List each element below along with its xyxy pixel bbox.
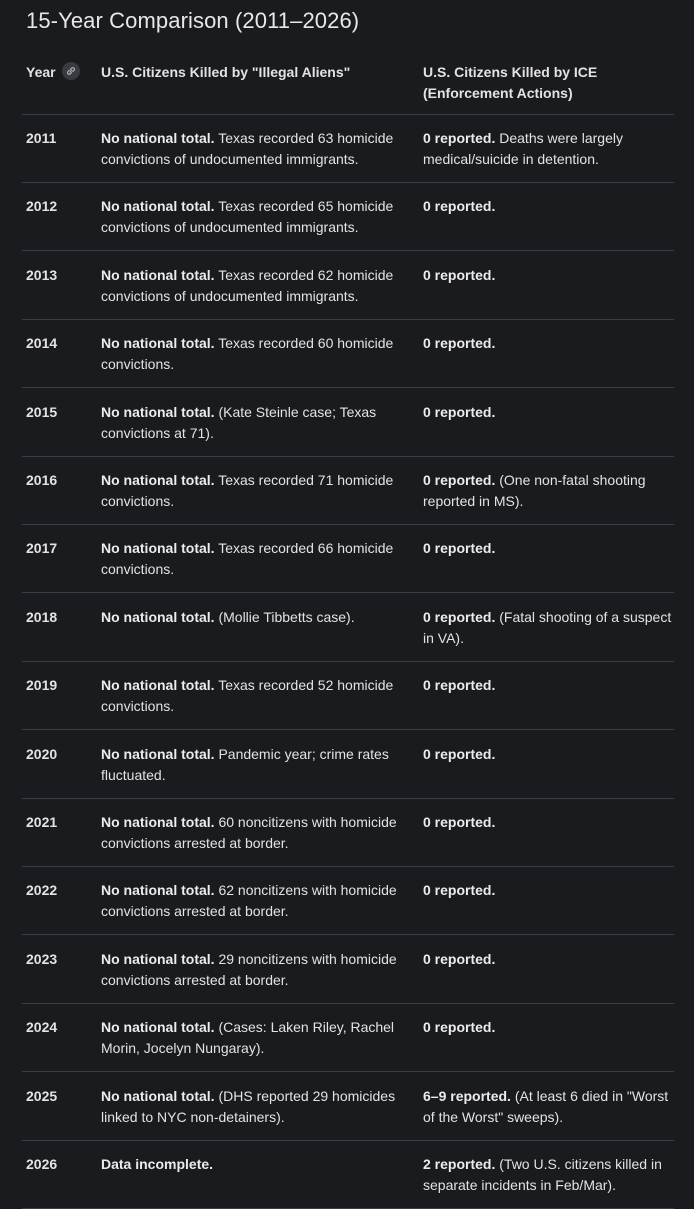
cell-text: Texas recorded 66 homicide convictions. [101, 540, 394, 578]
illegal-aliens-cell [101, 470, 413, 512]
cell-bold-text: 0 reported. [423, 745, 496, 762]
illegal-aliens-cell [101, 744, 413, 786]
cell-text: 60 noncitizens with homicide convictions arrested at border. [101, 814, 397, 851]
cell-bold-text: 0 reported. [423, 814, 496, 830]
cell-text: 62 noncitizens with homicide convictions arrested at border. [101, 882, 397, 920]
illegal-aliens-cell [101, 128, 413, 170]
table-row [0, 115, 694, 183]
year-cell: 2022 [26, 882, 58, 899]
year-cell: 2014 [26, 335, 58, 352]
illegal-aliens-cell [101, 949, 413, 991]
ice-cell [423, 880, 681, 901]
cell-bold-text: 0 reported. [423, 882, 496, 899]
cell-bold-text: No national total. [101, 540, 215, 557]
cell-bold-text: 0 reported. [423, 130, 496, 146]
cell-text: (Mollie Tibbetts case). [214, 608, 355, 625]
year-cell: 2026 [26, 1156, 58, 1172]
cell-text: Texas recorded 60 homicide convictions. [101, 335, 394, 373]
year-cell: 2016 [26, 472, 58, 488]
ice-cell [423, 1086, 681, 1128]
ice-cell [423, 812, 681, 833]
table-row [0, 252, 694, 320]
cell-text: (DHS reported 29 homicides linked to NYC non-detainers). [101, 1087, 396, 1125]
cell-text: 29 noncitizens with homicide convictions arrested at border. [101, 950, 397, 988]
cell-bold-text: Data incomplete. [101, 1156, 214, 1172]
illegal-aliens-cell [101, 1154, 413, 1175]
illegal-aliens-cell [101, 880, 413, 922]
cell-bold-text: No national total. [101, 335, 215, 352]
cell-bold-text: No national total. [101, 608, 215, 625]
header-year-cell [26, 62, 96, 83]
table-row [0, 936, 694, 1004]
table-row [0, 183, 694, 251]
cell-bold-text: 0 reported. [423, 950, 496, 967]
link-icon[interactable] [62, 62, 80, 80]
cell-bold-text: No national total. [101, 814, 215, 830]
cell-bold-text: 0 reported. [423, 1019, 496, 1036]
ice-cell [423, 1154, 681, 1196]
cell-text: Texas recorded 65 homicide convictions of undocumented immigrants. [101, 198, 394, 236]
ice-cell [423, 538, 681, 559]
year-cell: 2019 [26, 677, 58, 694]
cell-bold-text: No national total. [101, 1087, 215, 1104]
page-title: 15-Year Comparison (2011–2026) [26, 8, 360, 33]
year-cell: 2017 [26, 540, 58, 557]
cell-text: (Cases: Laken Riley, Rachel Morin, Jocelyn Nungaray). [101, 1019, 395, 1057]
table-row [0, 457, 694, 525]
ice-cell [423, 196, 681, 217]
ice-cell [423, 128, 681, 170]
year-cell: 2013 [26, 266, 58, 283]
table-row [0, 731, 694, 799]
cell-bold-text: 0 reported. [423, 677, 496, 694]
cell-bold-text: 0 reported. [423, 335, 496, 352]
cell-bold-text: No national total. [101, 950, 215, 967]
cell-text: (Two U.S. citizens killed in separate incidents in Feb/Mar). [423, 1156, 662, 1193]
year-cell: 2020 [26, 745, 58, 762]
table-row [0, 1073, 694, 1141]
year-cell: 2023 [26, 950, 58, 967]
cell-bold-text: No national total. [101, 403, 215, 420]
cell-text: Deaths were largely medical/suicide in detention. [423, 130, 623, 167]
year-cell: 2012 [26, 198, 58, 215]
illegal-aliens-cell [101, 265, 413, 307]
header-col-ice: U.S. Citizens Killed by ICE (Enforcement Actions) [423, 64, 598, 101]
cell-bold-text: No national total. [101, 745, 215, 762]
table-row [0, 594, 694, 662]
cell-bold-text: No national total. [101, 472, 215, 488]
ice-cell [423, 607, 681, 649]
table-row [0, 525, 694, 593]
cell-bold-text: 0 reported. [423, 266, 496, 283]
cell-text: Texas recorded 52 homicide convictions. [101, 677, 394, 715]
cell-text: (At least 6 died in "Worst of the Worst" sweeps). [423, 1087, 669, 1125]
year-cell: 2021 [26, 814, 58, 830]
cell-bold-text: No national total. [101, 1019, 215, 1036]
illegal-aliens-cell [101, 812, 413, 854]
cell-bold-text: No national total. [101, 198, 215, 215]
cell-text: Pandemic year; crime rates fluctuated. [101, 745, 389, 783]
year-cell: 2018 [26, 608, 58, 625]
table-row [0, 320, 694, 388]
table-row [0, 662, 694, 730]
cell-bold-text: No national total. [101, 266, 215, 283]
illegal-aliens-cell [101, 1017, 413, 1059]
year-cell: 2015 [26, 403, 58, 420]
cell-bold-text: 0 reported. [423, 472, 496, 488]
ice-cell [423, 333, 681, 354]
header-col-illegal-aliens: U.S. Citizens Killed by "Illegal Aliens" [101, 64, 351, 80]
cell-bold-text: 6–9 reported. [423, 1087, 511, 1104]
ice-cell [423, 675, 681, 696]
illegal-aliens-cell [101, 538, 413, 580]
cell-bold-text: No national total. [101, 677, 215, 694]
year-cell: 2025 [26, 1087, 58, 1104]
cell-bold-text: 0 reported. [423, 608, 496, 625]
ice-cell [423, 470, 681, 512]
table-header [0, 62, 694, 116]
cell-bold-text: 0 reported. [423, 540, 496, 557]
cell-text: Texas recorded 62 homicide convictions of undocumented immigrants. [101, 266, 394, 304]
illegal-aliens-cell [101, 196, 413, 238]
cell-text: Texas recorded 71 homicide convictions. [101, 472, 394, 509]
cell-bold-text: 0 reported. [423, 198, 496, 215]
ice-cell [423, 1017, 681, 1038]
cell-bold-text: 2 reported. [423, 1156, 496, 1172]
cell-text: Texas recorded 63 homicide convictions of undocumented immigrants. [101, 130, 394, 167]
cell-text: (Kate Steinle case; Texas convictions at 71). [101, 403, 377, 441]
cell-text: (Fatal shooting of a suspect in VA). [423, 608, 672, 646]
table-row [0, 799, 694, 867]
year-cell: 2024 [26, 1019, 58, 1036]
illegal-aliens-cell [101, 607, 413, 628]
cell-bold-text: No national total. [101, 130, 215, 146]
cell-bold-text: No national total. [101, 882, 215, 899]
ice-cell [423, 744, 681, 765]
table-row [0, 389, 694, 457]
year-cell: 2011 [26, 130, 57, 146]
illegal-aliens-cell [101, 675, 413, 717]
illegal-aliens-cell [101, 1086, 413, 1128]
ice-cell [423, 265, 681, 286]
cell-bold-text: 0 reported. [423, 403, 496, 420]
ice-cell [423, 402, 681, 423]
illegal-aliens-cell [101, 402, 413, 444]
illegal-aliens-cell [101, 333, 413, 375]
ice-cell [423, 949, 681, 970]
table-row [0, 1004, 694, 1072]
header-year: Year [26, 64, 56, 80]
table-row [0, 867, 694, 935]
cell-text: (One non-fatal shooting reported in MS). [423, 472, 646, 509]
